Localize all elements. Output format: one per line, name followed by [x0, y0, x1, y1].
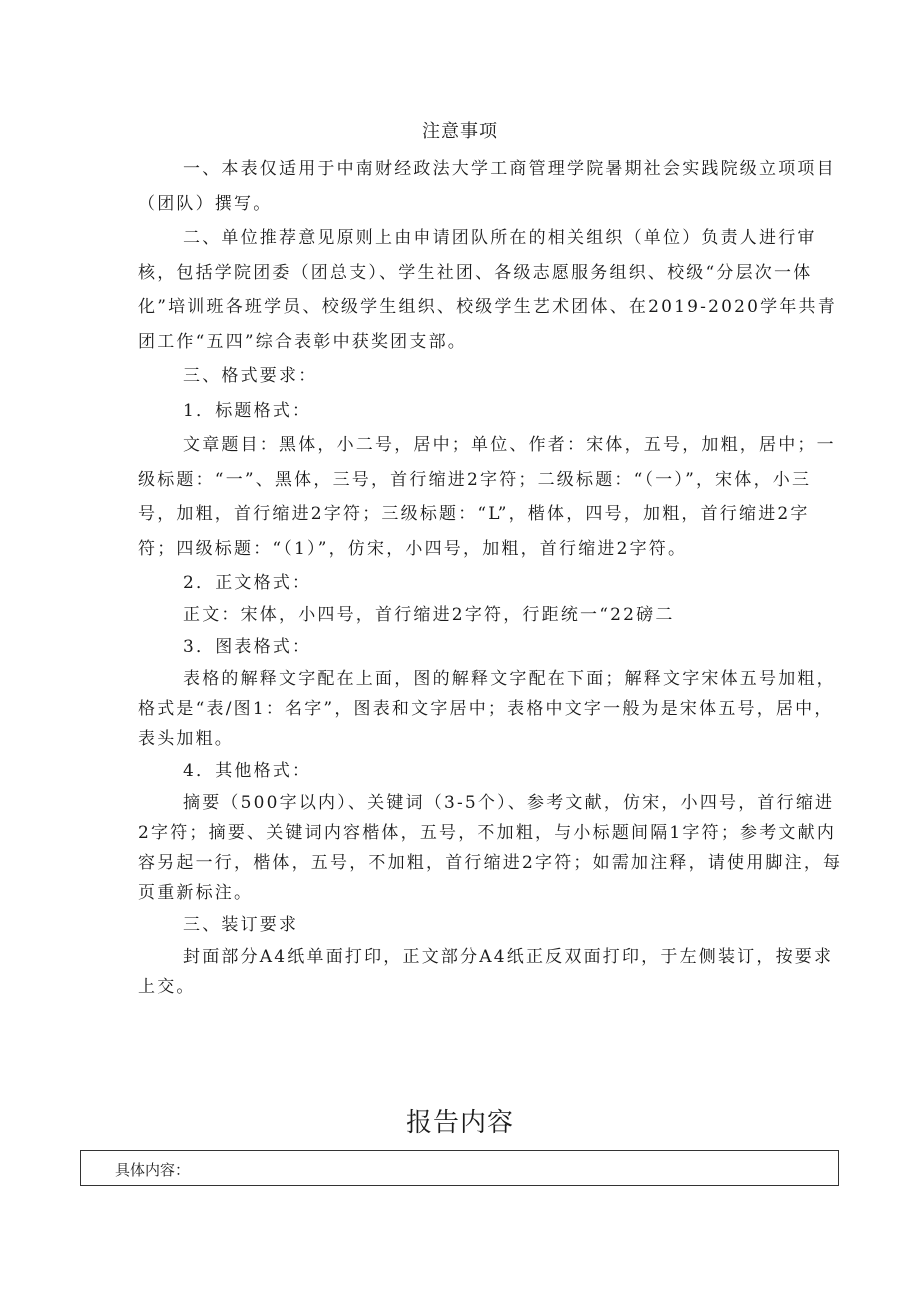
- title-format-heading: 1．标题格式：: [183, 400, 312, 421]
- body-format-paragraph: 正文：宋体，小四号，首行缩进2字符，行距统一“22磅二: [183, 605, 675, 625]
- content-label: 具体内容：: [115, 1161, 191, 1179]
- notice-body: [138, 152, 844, 1002]
- title-format-paragraph: 文章题目：黑体，小二号，居中；单位、作者：宋体，五号，加粗，居中；一级标题：“一”、黑体，三号，首行缩进2字符；二级标题：“（一）”，宋体，小三号，加粗，首行缩进2字符；三级标题：“L”，楷体，四号，加粗，首行缩进2字符；四级标题：“（1）”，仿宋，小四号，加粗，首行缩进2字符。: [138, 435, 836, 559]
- binding-heading: 三、装订要求: [183, 915, 299, 935]
- binding-paragraph: 封面部分A4纸单面打印，正文部分A4纸正反双面打印，于左侧装订，按要求上交。: [138, 947, 834, 997]
- chart-format-paragraph: 表格的解释文字配在上面，图的解释文字配在下面；解释文字宋体五号加粗，格式是“表/图1：名字”，图表和文字居中；表格中文字一般为是宋体五号，居中，表头加粗。: [138, 669, 836, 749]
- notice-paragraph-1: 一、本表仅适用于中南财经政法大学工商管理学院暑期社会实践院级立项项目（团队）撰写。: [138, 159, 836, 214]
- body-format-heading: 2．正文格式：: [183, 573, 312, 593]
- notice-title: 注意事项: [422, 121, 498, 142]
- other-format-heading: 4．其他格式：: [183, 761, 312, 781]
- notice-paragraph-2: 二、单位推荐意见原则上由申请团队所在的相关组织（单位）负责人进行审核，包括学院团委（团总支）、学生社团、各级志愿服务组织、校级“分层次一体化”培训班各班学员、校级学生组织、校级学生艺术团体、在2019-2020学年共青团工作“五四”综合表彰中获奖团支部。: [138, 228, 837, 352]
- other-format-paragraph: 摘要（500字以内）、关键词（3-5个）、参考文献，仿宋，小四号，首行缩进2字符；摘要、关键词内容楷体，五号，不加粗，与小标题间隔1字符；参考文献内容另起一行，楷体，五号，不加粗，首行缩进2字符；如需加注释，请使用脚注，每页重新标注。: [138, 793, 843, 903]
- report-content-box[interactable]: [80, 1150, 839, 1186]
- chart-format-heading: 3．图表格式：: [183, 637, 312, 657]
- report-title: 报告内容: [405, 1108, 514, 1138]
- format-requirements-heading: 三、格式要求：: [183, 366, 318, 386]
